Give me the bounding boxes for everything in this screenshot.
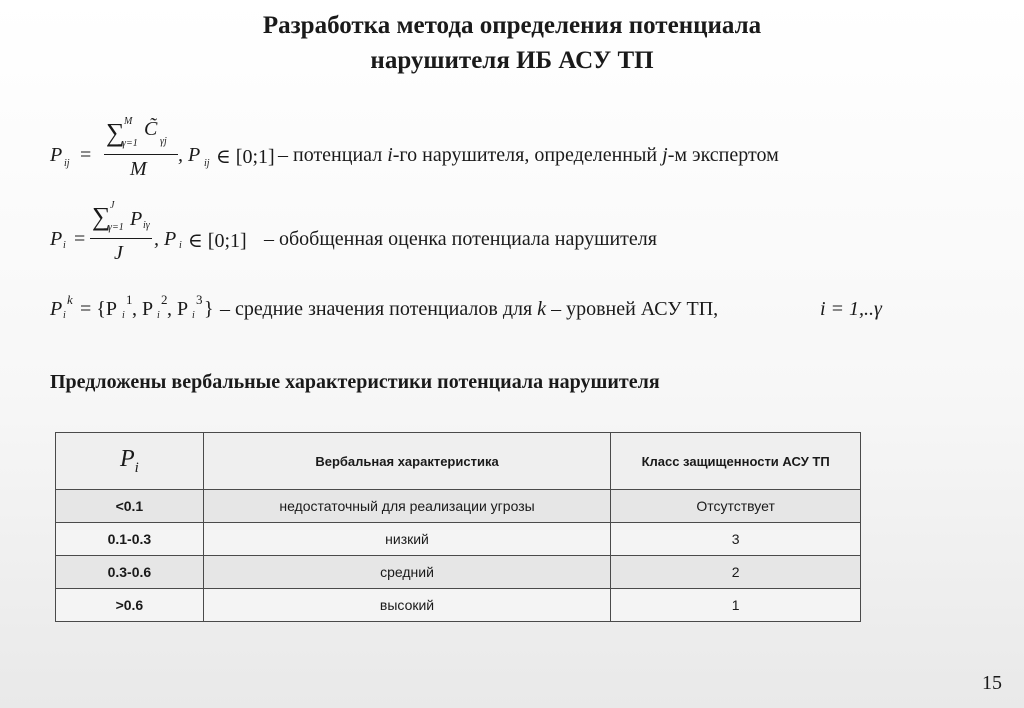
table-header-row [56,433,861,490]
slide-title-line-1: Разработка метода определения потенциала [262,12,762,39]
f2-eq: = [74,228,86,250]
f2-denominator: J [114,242,123,264]
slide-title [0,8,1024,78]
f2-lhs: P [50,228,63,250]
f3-comma-2: , P [167,298,189,320]
f2-term: P [130,208,143,230]
formula-generalized-potential [50,198,950,268]
cell-range: <0.1 [56,490,204,523]
f1-lhs-sub: ij [64,158,70,169]
cell-class: Отсутствует [611,490,861,523]
potential-table [55,432,861,622]
f3-s1-sup: 1 [126,292,133,307]
formula-level-averages [50,290,970,330]
f1-description: – потенциал i-го нарушителя, определенный j-м экспертом [278,144,779,166]
cell-range: 0.3-0.6 [56,556,204,589]
f2-sum-top: J [110,200,115,211]
cell-verbal: средний [203,556,610,589]
f1-constraint: , P [178,144,201,166]
slide-title-line-2: нарушителя ИБ АСУ ТП [370,47,654,74]
cell-verbal: недостаточный для реализации угрозы [203,490,610,523]
f3-s2-sup: 2 [161,292,168,307]
f1-sum-bottom: γ=1 [122,138,138,149]
cell-range: >0.6 [56,589,204,622]
cell-range: 0.1-0.3 [56,523,204,556]
cell-class: 1 [611,589,861,622]
f1-sum-top: M [124,116,133,127]
header-verbal: Вербальная характеристика [203,433,610,490]
f2-sum-icon: ∑ [92,202,111,231]
f3-set-open: = {P [80,298,118,320]
f3-s1-sub: i [122,310,125,321]
f2-lhs-sub: i [63,240,66,251]
cell-class: 3 [611,523,861,556]
f3-description: – средние значения потенциалов для k – уровней АСУ ТП, [220,298,719,320]
table-row [56,589,861,622]
f1-term: C̃ [144,118,158,140]
f3-s3-sup: 3 [196,292,203,307]
f3-set-close: } [204,298,214,320]
formula-expert-potential [50,112,950,182]
f2-constraint-sub: i [179,240,182,251]
f1-denominator: M [130,158,147,180]
cell-verbal: низкий [203,523,610,556]
f1-lhs: P [50,144,63,166]
cell-class: 2 [611,556,861,589]
f2-constraint: , P [154,228,177,250]
table-row [56,556,861,589]
section-heading: Предложены вербальные характеристики потенциала нарушителя [50,371,660,393]
f1-sum-icon: ∑ [106,118,125,147]
cell-verbal: высокий [203,589,610,622]
f3-lhs: P [50,298,63,320]
f3-s3-sub: i [192,310,195,321]
f1-eq: = [80,144,92,166]
f1-range: ∈ [0;1] [216,146,275,168]
f1-term-sub: γj [160,136,167,147]
f3-lhs-sub: i [63,310,66,321]
table-row [56,523,861,556]
table-row [56,490,861,523]
f3-index-range: i = 1,..γ [820,298,882,320]
page-number: 15 [982,672,1002,694]
header-class: Класс защищенности АСУ ТП [611,433,861,490]
f1-fraction-line [104,154,178,155]
f2-term-sub: iγ [143,220,150,231]
f2-sum-bottom: γ=1 [108,222,124,233]
f3-s2-sub: i [157,310,160,321]
header-pi: $P_i$ [56,433,204,490]
f2-range: ∈ [0;1] [188,230,247,252]
f2-description: – обобщенная оценка потенциала нарушителя [264,228,657,250]
f3-lhs-sup: k [67,292,73,307]
f1-constraint-sub: ij [204,158,210,169]
f3-comma-1: , P [132,298,154,320]
f2-fraction-line [90,238,152,239]
